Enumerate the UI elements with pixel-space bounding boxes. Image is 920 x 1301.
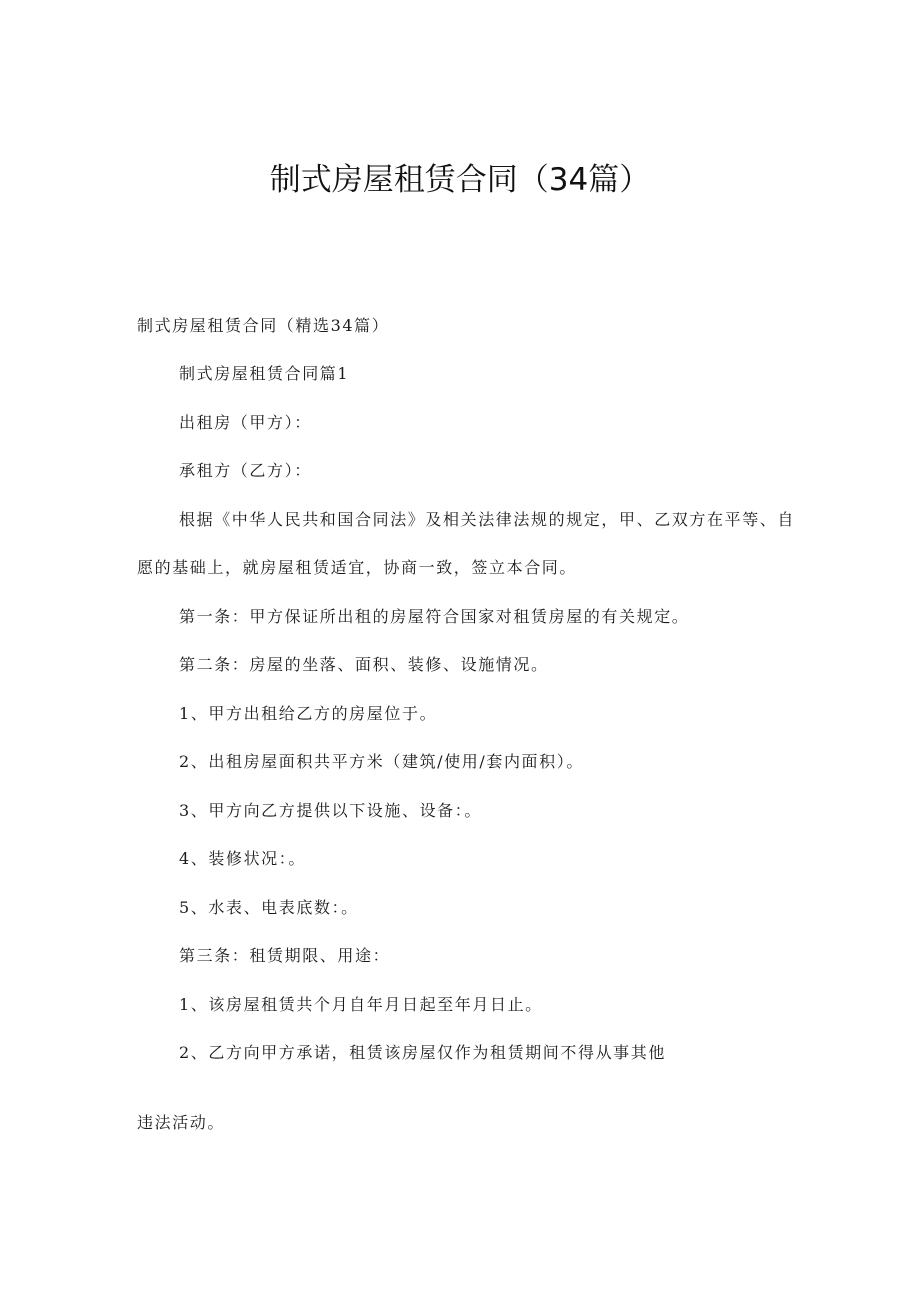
article-3: 第三条：租赁期限、用途： xyxy=(179,946,391,965)
document-subtitle: 制式房屋租赁合同（精选34篇） xyxy=(137,316,390,335)
preamble-paragraph-line: 愿的基础上，就房屋租赁适宜，协商一致，签立本合同。 xyxy=(137,558,578,577)
article-2-item: 4、装修状况：。 xyxy=(179,849,306,868)
article-3-item: 1、该房屋租赁共个月自年月日起至年月日止。 xyxy=(179,995,543,1014)
article-3-item-continued: 违法活动。 xyxy=(137,1113,226,1132)
article-2-item: 5、水表、电表底数：。 xyxy=(179,898,359,917)
article-2-item: 3、甲方向乙方提供以下设施、设备：。 xyxy=(179,801,482,820)
section-heading: 制式房屋租赁合同篇1 xyxy=(179,364,350,383)
article-2-item: 1、甲方出租给乙方的房屋位于。 xyxy=(179,704,438,723)
lessor-line: 出租房（甲方）： xyxy=(179,413,312,432)
lessee-line: 承租方（乙方）： xyxy=(179,461,312,480)
document-title: 制式房屋租赁合同（34篇） xyxy=(269,162,651,198)
preamble-paragraph-line: 根据《中华人民共和国合同法》及相关法律法规的规定，甲、乙双方在平等、自 xyxy=(179,510,796,529)
article-1: 第一条：甲方保证所出租的房屋符合国家对租赁房屋的有关规定。 xyxy=(179,607,690,626)
article-2-item: 2、出租房屋面积共平方米（建筑/使用/套内面积）。 xyxy=(179,752,584,771)
article-3-item: 2、乙方向甲方承诺，租赁该房屋仅作为租赁期间不得从事其他 xyxy=(179,1043,666,1062)
article-2: 第二条：房屋的坐落、面积、装修、设施情况。 xyxy=(179,655,549,674)
